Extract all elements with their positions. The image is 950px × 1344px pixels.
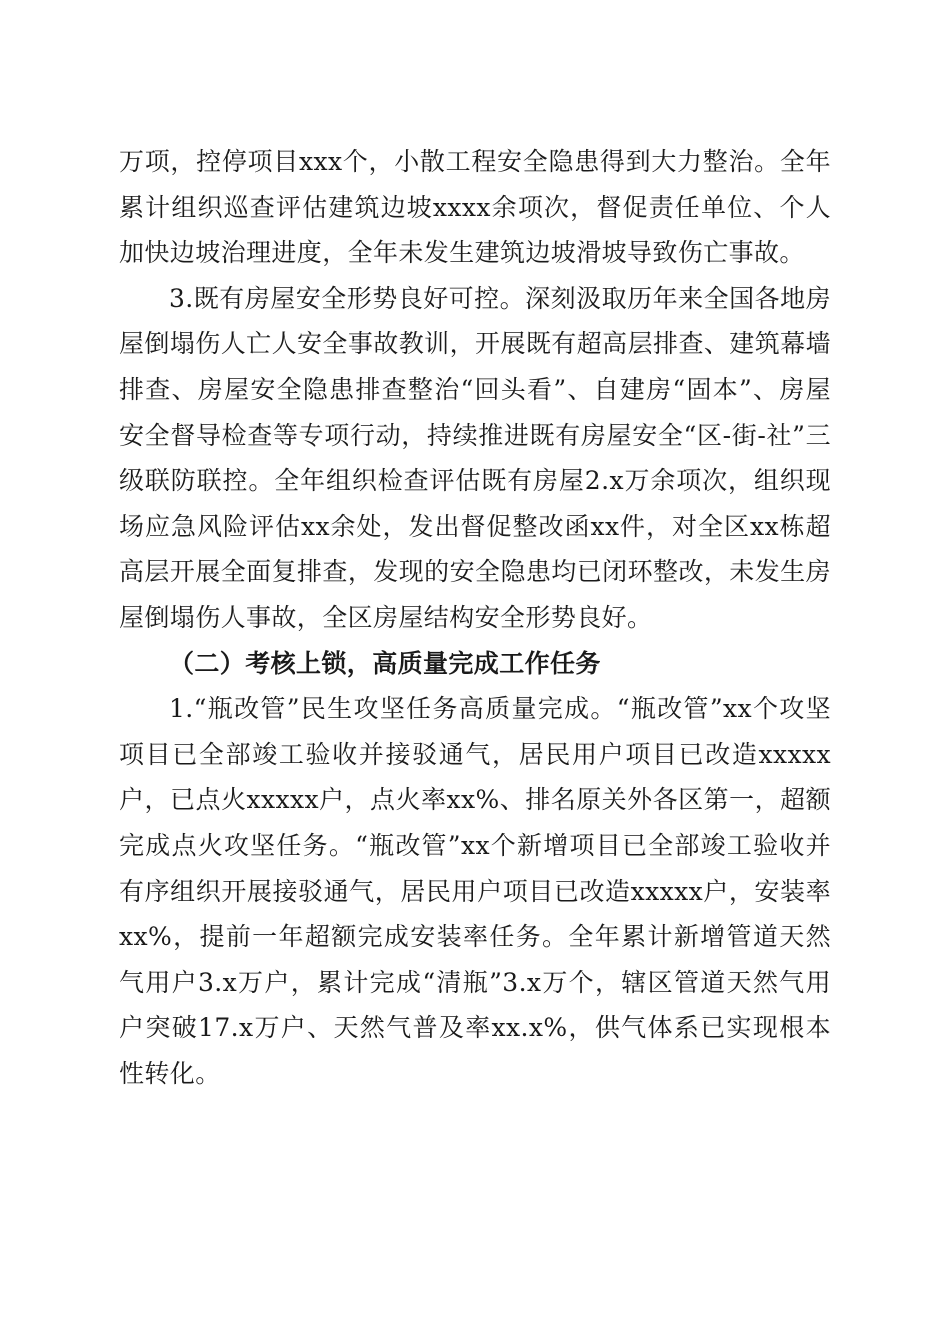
section-heading: （二）考核上锁，高质量完成工作任务 bbox=[169, 648, 601, 678]
paragraph-gas-conversion: 1.“瓶改管”民生攻坚任务高质量完成。“瓶改管”xx个攻坚项目已全部竣工验收并接驳通气，居民用户项目已改造xxxxx户，已点火xxxxx户，点火率xx%、排名原关外各区第一，超额完成点火攻坚任务。“瓶改管”xx个新增项目已全部竣工验收并有序组织开展接驳通气，居民用户项目已改造xxxxx户，安装率xx%，提前一年超额完成安装率任务。全年累计新增管道天然气用户3.x万户，累计完成“清瓶”3.x万个，辖区管道天然气用户突破17.x万户、天然气普及率xx.x%，供气体系已实现根本性转化。 bbox=[119, 694, 831, 1088]
document-body bbox=[119, 139, 831, 1096]
paragraph-housing-safety: 3.既有房屋安全形势良好可控。深刻汲取历年来全国各地房屋倒塌伤人亡人安全事故教训，开展既有超高层排查、建筑幕墙排查、房屋安全隐患排查整治“回头看”、自建房“固本”、房屋安全督导检查等专项行动，持续推进既有房屋安全“区-街-社”三级联防联控。全年组织检查评估既有房屋2.x万余项次，组织现场应急风险评估xx余处，发出督促整改函xx件，对全区xx栋超高层开展全面复排查，发现的安全隐患均已闭环整改，未发生房屋倒塌伤人事故，全区房屋结构安全形势良好。 bbox=[119, 283, 831, 632]
paragraph-continuation: 万项，控停项目xxx个，小散工程安全隐患得到大力整治。全年累计组织巡查评估建筑边坡xxxx余项次，督促责任单位、个人加快边坡治理进度，全年未发生建筑边坡滑坡导致伤亡事故。 bbox=[119, 147, 831, 268]
